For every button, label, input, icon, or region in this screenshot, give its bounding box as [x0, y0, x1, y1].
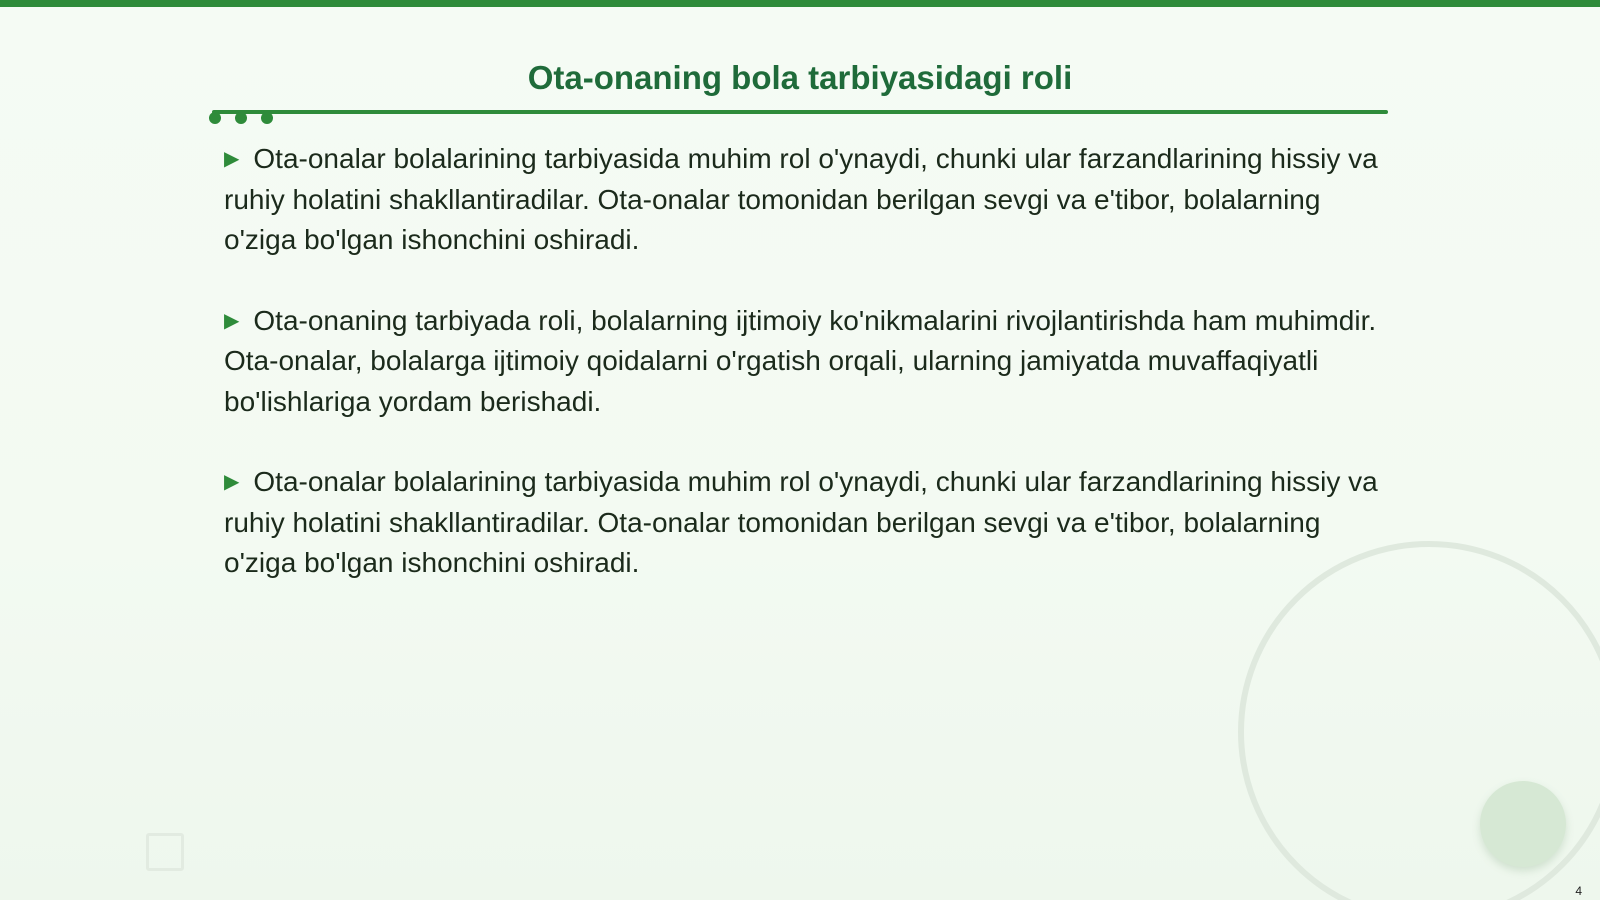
triangle-bullet-icon: ▶ [224, 309, 240, 332]
triangle-bullet-icon: ▶ [224, 471, 240, 493]
top-accent-bar [0, 0, 1600, 7]
decorative-circle [1480, 781, 1566, 867]
bullet-item [224, 139, 1384, 261]
triangle-bullet-icon: ▶ [224, 148, 240, 170]
decorative-dot [261, 112, 273, 124]
title-underline [212, 110, 1388, 114]
bullet-text: Ota-onalar bolalarining tarbiyasida muhim rol o'ynaydi, chunki ular farzandlarining hissiy va ruhiy holatini shakllantiradilar. Ota-onalar tomonidan berilgan sevgi va e'tibor, bolalarning o'ziga bo'lgan ishonchini oshiradi. [224, 143, 1378, 255]
decorative-square [146, 833, 184, 871]
bullet-item [224, 462, 1384, 584]
decorative-dot [209, 112, 221, 124]
bullet-item [224, 301, 1384, 423]
bullet-text: Ota-onalar bolalarining tarbiyasida muhim rol o'ynaydi, chunki ular farzandlarining hissiy va ruhiy holatini shakllantiradilar. Ota-onalar tomonidan berilgan sevgi va e'tibor, bolalarning o'ziga bo'lgan ishonchini oshiradi. [224, 466, 1378, 578]
bullet-text: Ota-onaning tarbiyada roli, bolalarning ijtimoiy ko'nikmalarini rivojlantirishda ham muhimdir. Ota-onalar, bolalarga ijtimoiy qoidalarni o'rgatish orqali, ularning jamiyatda muvaffaqiyatli bo'lishlariga yordam berishadi. [224, 304, 1377, 417]
decorative-dot [235, 112, 247, 124]
bullet-list [224, 139, 1384, 624]
page-number: 4 [1575, 884, 1582, 898]
slide-title: Ota-onaning bola tarbiyasidagi roli [527, 59, 1073, 96]
